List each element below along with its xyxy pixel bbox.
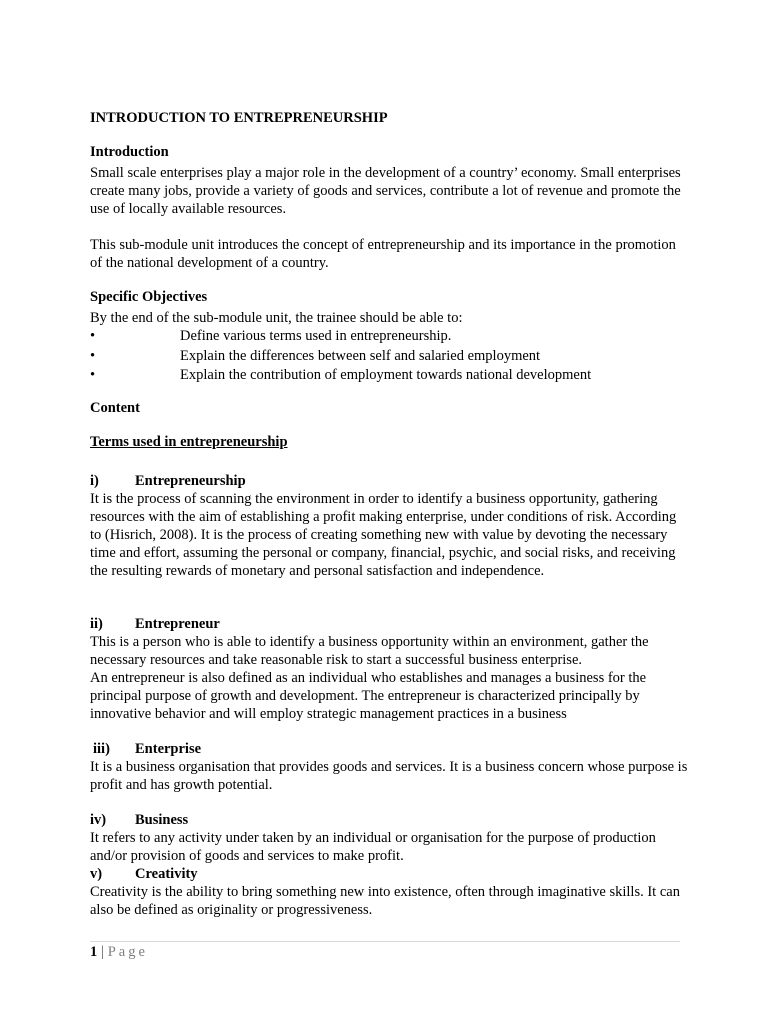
bullet-icon: • — [90, 348, 96, 364]
term-body-creativity: Creativity is the ability to bring something new into existence, often through imaginative skills. It can also be defined as originality or progressiveness. — [90, 884, 680, 918]
term-title: Creativity — [135, 866, 198, 882]
term-heading-entrepreneurship — [90, 472, 690, 490]
term-body-entrepreneur: This is a person who is able to identify a business opportunity within an environment, gather the necessary resources and take reasonable risk to start a successful business enterprise. — [90, 634, 649, 668]
term-number: v) — [90, 866, 103, 882]
term-body-enterprise: It is a business organisation that provides goods and services. It is a business concern whose purpose is profit and has growth potential. — [90, 759, 688, 793]
document-title: INTRODUCTION TO ENTREPRENEURSHIP — [90, 110, 388, 126]
objective-text: Define various terms used in entrepreneurship. — [180, 328, 452, 344]
objective-text: Explain the contribution of employment towards national development — [180, 367, 592, 383]
bullet-icon: • — [90, 328, 96, 344]
content-heading: Content — [90, 400, 140, 416]
term-heading-creativity — [90, 865, 690, 883]
introduction-paragraph-2: This sub-module unit introduces the concept of entrepreneurship and its importance in the promotion of the national development of a country. — [90, 237, 676, 271]
introduction-paragraph-1: Small scale enterprises play a major role in the development of a country’ economy. Small enterprises create many jobs, provide a variety of goods and services, contribute a lot of revenue and promote the use of locally available resources. — [90, 165, 681, 217]
terms-heading-text: Terms used in entrepreneurship — [90, 434, 288, 450]
term-title: Business — [135, 812, 189, 828]
term-title: Enterprise — [135, 741, 202, 757]
terms-heading — [90, 433, 690, 451]
term-number: i) — [90, 473, 99, 489]
introduction-heading: Introduction — [90, 144, 169, 160]
term-heading-business — [90, 811, 690, 829]
term-number: iii) — [93, 741, 110, 757]
term-body-entrepreneur-2: An entrepreneur is also defined as an individual who establishes and manages a business for the principal purpose of growth and development. The entrepreneur is characterized principally by innovative behavior and will employ strategic management practices in a business — [90, 670, 647, 722]
objectives-heading: Specific Objectives — [90, 289, 208, 305]
term-number: iv) — [90, 812, 107, 828]
footer-divider — [90, 941, 680, 942]
objectives-lead: By the end of the sub-module unit, the trainee should be able to: — [90, 310, 463, 326]
term-number: ii) — [90, 616, 103, 632]
page-footer — [90, 943, 148, 961]
term-heading-entrepreneur — [90, 615, 690, 633]
term-body-entrepreneurship: It is the process of scanning the environment in order to identify a business opportunity, gathering resources with the aim of establishing a profit making enterprise, under conditions of risk. According to (Hisrich, 2008). It is the process of creating something new with value by devoting the necessary time and effort, assuming the personal or company, financial, psychic, and social risks, and receiving the resulting rewards of monetary and personal satisfaction and independence. — [90, 491, 677, 579]
footer-separator: | — [100, 944, 105, 960]
objective-text: Explain the differences between self and salaried employment — [180, 348, 541, 364]
term-body-business: It refers to any activity under taken by an individual or organisation for the purpose of production and/or provision of goods and services to make profit. — [90, 830, 656, 864]
page-label: Page — [107, 944, 148, 960]
term-heading-enterprise — [93, 740, 693, 758]
bullet-icon: • — [90, 367, 96, 383]
term-title: Entrepreneurship — [135, 473, 246, 489]
term-title: Entrepreneur — [135, 616, 220, 632]
page-number: 1 — [90, 944, 98, 960]
